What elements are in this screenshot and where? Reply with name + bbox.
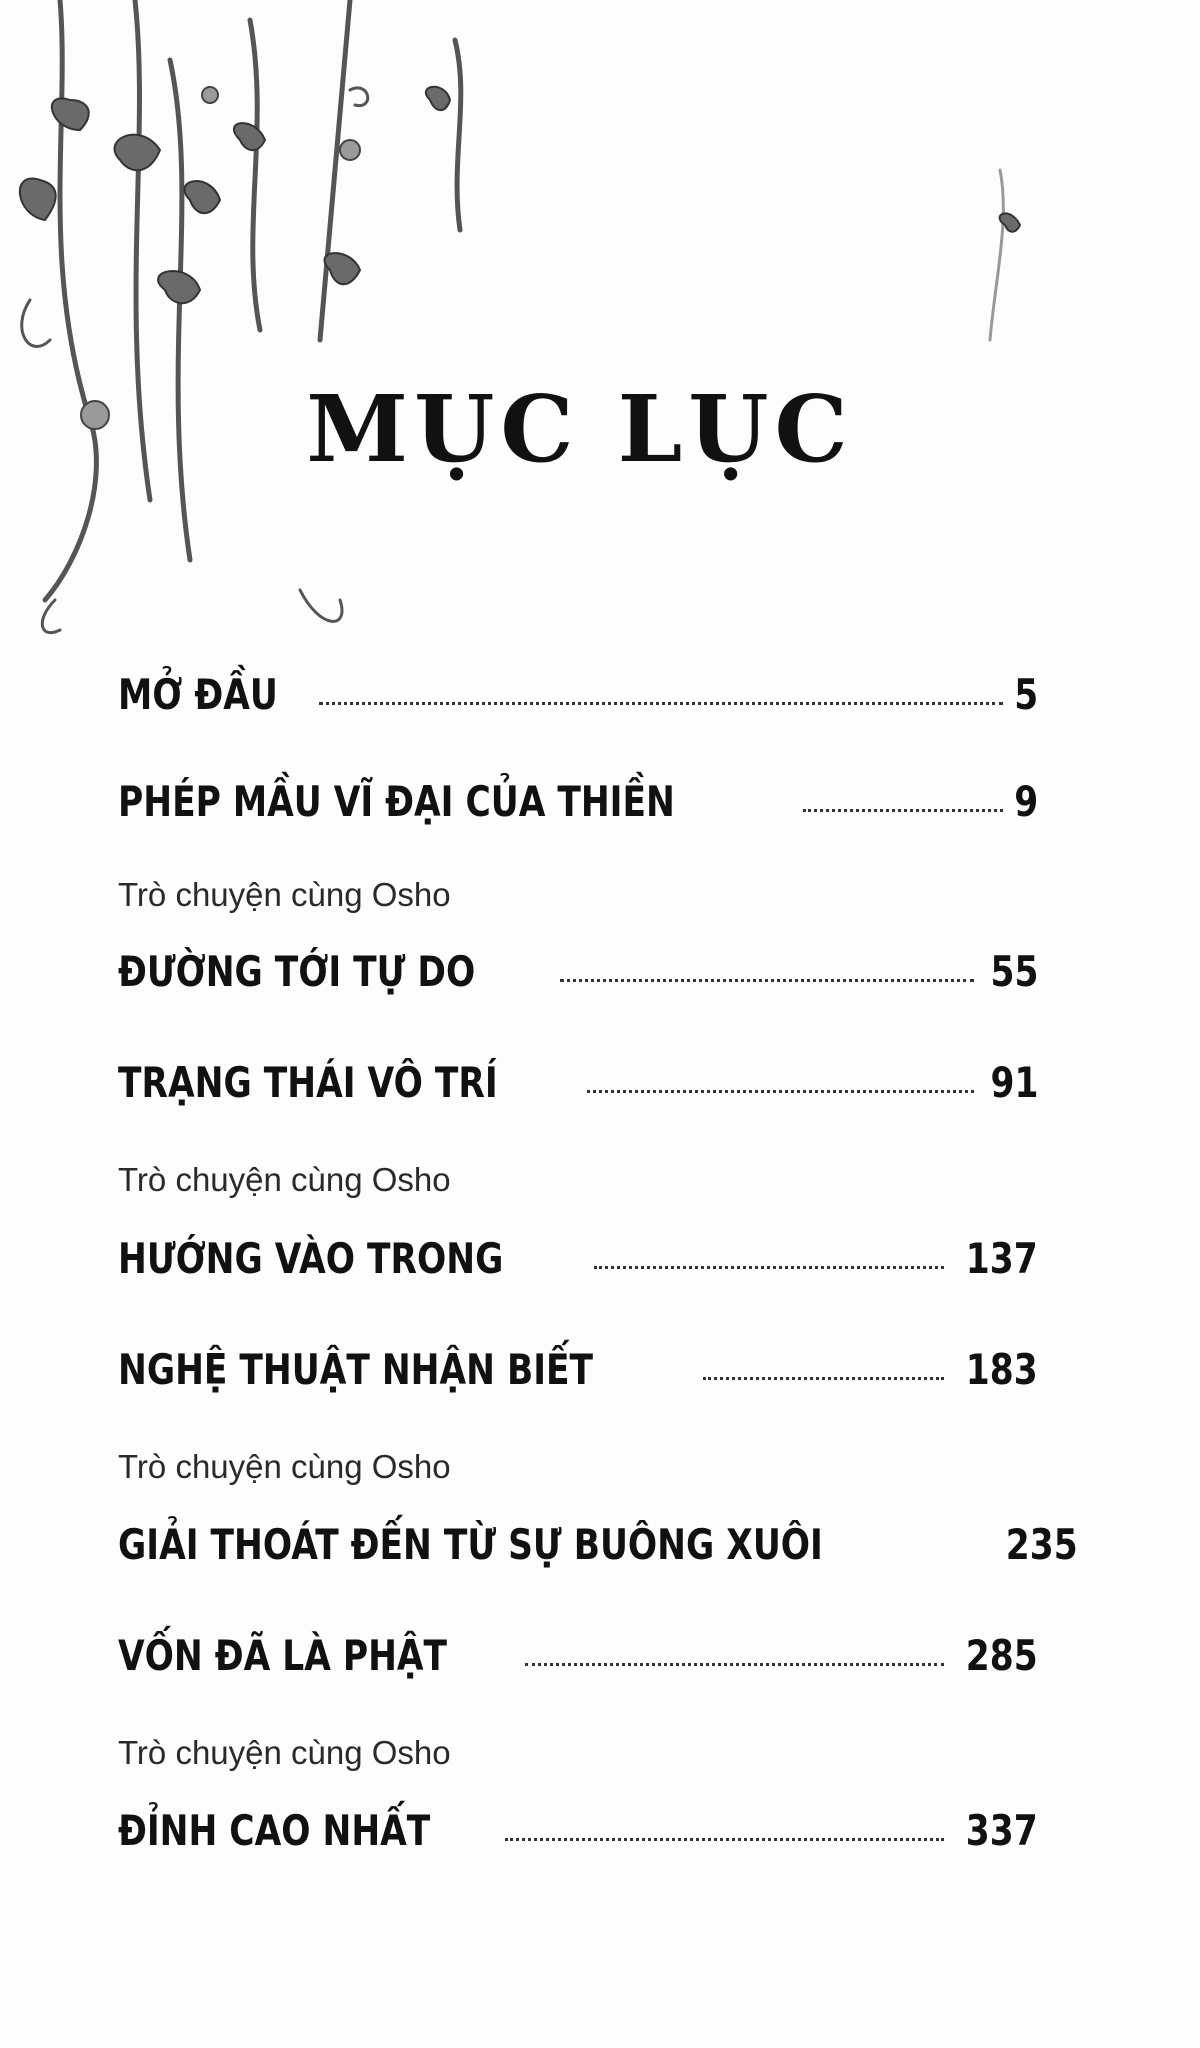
toc-entry-title: HƯỚNG VÀO TRONG xyxy=(118,1234,504,1283)
toc-subtitle: Trò chuyện cùng Osho xyxy=(118,1734,451,1771)
toc-entry-title: ĐƯỜNG TỚI TỰ DO xyxy=(118,947,476,996)
dot-leader xyxy=(560,979,974,982)
dot-leader xyxy=(587,1090,974,1093)
toc-entry[interactable] xyxy=(118,1058,1038,1107)
toc-subtitle: Trò chuyện cùng Osho xyxy=(118,1161,451,1198)
dot-leader xyxy=(803,809,1003,812)
toc-entry[interactable] xyxy=(118,670,1038,719)
toc-entry-page: 9 xyxy=(1014,777,1038,826)
toc-entry[interactable] xyxy=(118,1520,1078,1569)
toc-subtitle: Trò chuyện cùng Osho xyxy=(118,876,451,913)
toc-entry-page: 183 xyxy=(966,1345,1038,1394)
dot-leader xyxy=(594,1266,944,1269)
toc-entry-title: MỞ ĐẦU xyxy=(118,670,278,719)
vine-illustration xyxy=(0,0,1200,640)
toc-entry-page: 235 xyxy=(1005,1520,1078,1569)
toc-entry-page: 137 xyxy=(966,1234,1038,1283)
toc-entry[interactable] xyxy=(118,1234,1038,1283)
toc-entry-page: 285 xyxy=(966,1631,1038,1680)
toc-heading: MỤC LỤC xyxy=(306,375,854,483)
toc-entry-page: 55 xyxy=(990,947,1038,996)
toc-entry[interactable] xyxy=(118,1631,1038,1680)
toc-entry-title: ĐỈNH CAO NHẤT xyxy=(118,1806,431,1855)
toc-entry[interactable] xyxy=(118,947,1038,996)
toc-entry-page: 337 xyxy=(966,1806,1038,1855)
toc-entry[interactable] xyxy=(118,1806,1038,1855)
dot-leader xyxy=(319,702,1003,705)
toc-entry[interactable] xyxy=(118,1345,1038,1394)
toc-entry-page: 5 xyxy=(1014,670,1038,719)
toc-entry-page: 91 xyxy=(990,1058,1038,1107)
dot-leader xyxy=(505,1838,944,1841)
toc-entry-title: NGHỆ THUẬT NHẬN BIẾT xyxy=(118,1345,594,1394)
toc-entry-title: GIẢI THOÁT ĐẾN TỪ SỰ BUÔNG XUÔI xyxy=(118,1520,823,1569)
toc-entry-title: TRẠNG THÁI VÔ TRÍ xyxy=(118,1058,498,1107)
toc-entry-title: PHÉP MẦU VĨ ĐẠI CỦA THIỀN xyxy=(118,777,675,826)
toc-entry-title: VỐN ĐÃ LÀ PHẬT xyxy=(118,1631,448,1680)
dot-leader xyxy=(703,1377,944,1380)
toc-subtitle: Trò chuyện cùng Osho xyxy=(118,1448,451,1485)
toc-entry[interactable] xyxy=(118,777,1038,826)
dot-leader xyxy=(525,1663,944,1666)
